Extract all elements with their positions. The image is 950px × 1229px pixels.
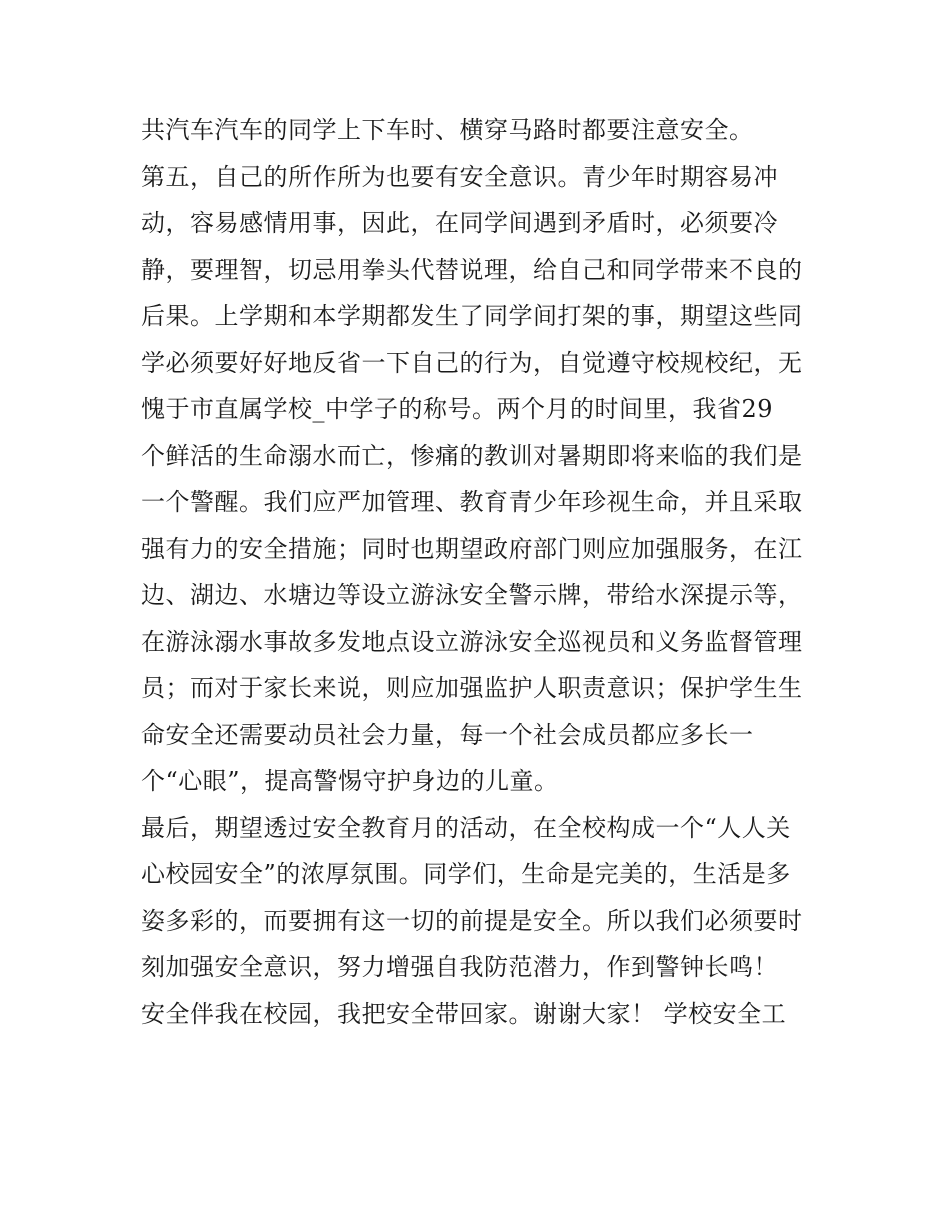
text-line: 心校园安全”的浓厚氛围。同学们，生命是完美的，生活是多 — [141, 860, 791, 888]
body-text — [141, 107, 821, 1037]
text-line: 刻加强安全意识，努力增强自我防范潜力，作到警钟长鸣！ — [141, 953, 778, 981]
text-line: 命安全还需要动员社会力量，每一个社会成员都应多长一 — [141, 720, 754, 749]
text-line: 最后，期望透过安全教育月的活动，在全校构成一个“人人关 — [141, 813, 791, 842]
text-line: 个鲜活的生命溺水而亡，惨痛的教训对暑期即将来临的我们是 — [141, 441, 803, 470]
text-line: 动，容易感情用事，因此，在同学间遇到矛盾时，必须要冷 — [141, 209, 778, 237]
text-line: 学必须要好好地反省一下自己的行为，自觉遵守校规校纪，无 — [141, 348, 803, 377]
text-line: 员；而对于家长来说，则应加强监护人职责意识；保护学生生 — [141, 674, 803, 702]
text-line: 边、湖边、水塘边等设立游泳安全警示牌，带给水深提示等， — [141, 581, 803, 609]
text-line: 后果。上学期和本学期都发生了同学间打架的事，期望这些同 — [141, 302, 803, 330]
text-line: 第五，自己的所作所为也要有安全意识。青少年时期容易冲 — [141, 162, 778, 191]
text-line: 强有力的安全措施；同时也期望政府部门则应加强服务，在江 — [141, 534, 803, 563]
text-line: 姿多彩的，而要拥有这一切的前提是安全。所以我们必须要时 — [141, 906, 803, 935]
text-line: 愧于市直属学校_中学子的称号。两个月的时间里，我省29 — [141, 395, 774, 423]
text-line: 安全伴我在校园，我把安全带回家。谢谢大家！ 学校安全工 — [141, 999, 787, 1028]
text-line: 在游泳溺水事故多发地点设立游泳安全巡视员和义务监督管理 — [141, 627, 803, 656]
text-line: 个“心眼”，提高警惕守护身边的儿童。 — [141, 767, 559, 795]
text-line: 共汽车汽车的同学上下车时、横穿马路时都要注意安全。 — [141, 116, 754, 144]
text-line: 静，要理智，切忌用拳头代替说理，给自己和同学带来不良的 — [141, 255, 803, 284]
text-line: 一个警醒。我们应严加管理、教育青少年珍视生命，并且采取 — [141, 488, 803, 516]
